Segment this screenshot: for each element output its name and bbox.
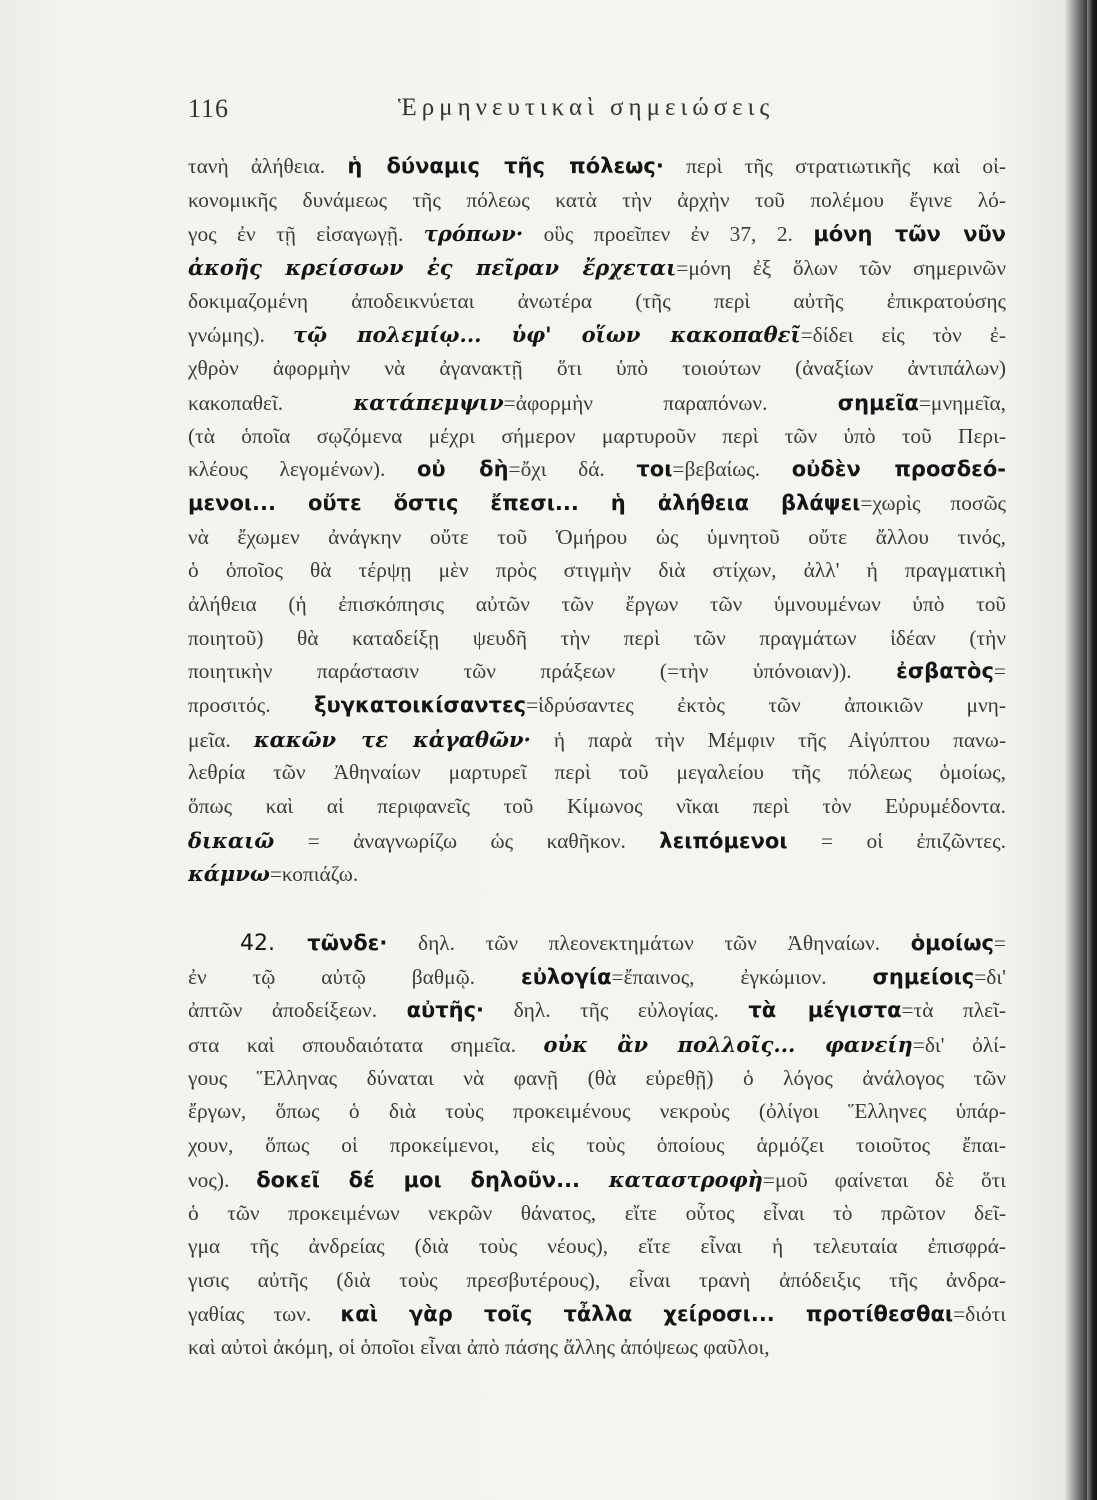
text-line xyxy=(188,756,1006,790)
gloss-text: ὁ ὁποῖος θὰ τέρψῃ μὲν πρὸς στιγμὴν διὰ στίχων, ἀλλ' ἡ πραγματικὴ xyxy=(188,558,1006,583)
text-line xyxy=(188,655,1006,689)
gloss-text: τανὴ ἀλήθεια. xyxy=(188,154,348,178)
gloss-text: γισις αὐτῆς (διὰ τοὺς πρεσβυτέρους), εἶναι τρανὴ ἀπόδειξις τῆς ἀνδρα- xyxy=(188,1267,1006,1292)
gloss-text: ποιητικὴν παράστασιν τῶν πράξεων (=τὴν ὑπόνοιαν)). xyxy=(188,659,897,684)
lemma-bold: μόνη τῶν νῦν xyxy=(813,222,1006,247)
lemma-italic: κακῶν τε κἀγαθῶν· xyxy=(253,726,531,752)
text-line xyxy=(188,1129,1006,1163)
gloss-text: γος ἐν τῇ εἰσαγωγῇ. xyxy=(188,222,424,247)
gloss-text: =κοπιάζω. xyxy=(269,862,359,887)
lemma-italic: τῷ πολεμίῳ... ὑφ' οἵων κακοπαθεῖ xyxy=(292,322,801,348)
gloss-text: ὅπως καὶ αἱ περιφανεῖς τοῦ Κίμωνος νῖκαι περὶ τὸν Εὐρυμέδοντα. xyxy=(188,794,1006,819)
gloss-text: ἡ παρὰ τὴν Μέμφιν τῆς Αἰγύπτου πανω- xyxy=(530,727,1006,752)
text-line xyxy=(188,1230,1006,1264)
gloss-text: =ἀφορμὴν παραπόνων. xyxy=(503,390,838,415)
gloss-text: κακοπαθεῖ. xyxy=(188,390,354,415)
lemma-italic: τρόπων· xyxy=(423,221,524,247)
text-line xyxy=(188,217,1006,251)
text-line xyxy=(188,285,1006,319)
text-line xyxy=(188,622,1006,656)
page-number: 116 xyxy=(188,94,230,123)
gloss-text: =χωρὶς ποσῶς xyxy=(860,490,1006,515)
gloss-text: =τὰ πλεῖ- xyxy=(901,998,1006,1023)
lemma-bold: ἡ δύναμις τῆς πόλεως· xyxy=(347,154,664,178)
page-header xyxy=(188,88,1006,128)
lemma-bold: λειπόμενοι xyxy=(659,828,788,853)
gloss-text: στα καὶ σπουδαιότατα σημεῖα. xyxy=(188,1033,544,1058)
text-line xyxy=(188,723,1006,757)
text-line xyxy=(188,1028,1006,1062)
gloss-text: νὰ ἔχωμεν ἀνάγκην οὔτε τοῦ Ὁμήρου ὡς ὑμνητοῦ οὔτε ἄλλου τινός, xyxy=(188,524,1006,549)
gloss-text: ἐν τῷ αὐτῷ βαθμῷ. xyxy=(188,964,521,989)
text-line xyxy=(188,521,1006,555)
text-line xyxy=(188,824,1006,858)
text-line xyxy=(188,554,1006,588)
lemma-bold: ξυγκατοικίσαντες xyxy=(314,693,527,717)
gloss-text: λεθρία τῶν Ἀθηναίων μαρτυρεῖ περὶ τοῦ μεγαλείου τῆς πόλεως ὁμοίως, xyxy=(188,760,1006,785)
lemma-bold: καὶ γὰρ τοῖς τἆλλα χείροσι... προτίθεσθαι xyxy=(340,1301,954,1326)
commentary-paragraph-42 xyxy=(188,927,1006,1365)
lemma-bold: τοι xyxy=(636,457,673,482)
lemma-bold: τῶνδε· xyxy=(307,931,388,955)
gloss-text: ἔργων, ὅπως ὁ διὰ τοὺς προκειμένους νεκροὺς (ὀλίγοι Ἕλληνες ὑπάρ- xyxy=(188,1099,1006,1124)
text-line xyxy=(188,588,1006,622)
gloss-text: χουν, ὅπως οἱ προκείμενοι, εἰς τοὺς ὁποίους ἁρμόζει τοιοῦτος ἔπαι- xyxy=(188,1133,1006,1158)
text-line xyxy=(188,689,1006,723)
gloss-text: καὶ αὐτοὶ ἀκόμη, οἱ ὁποῖοι εἶναι ἀπὸ πάσης ἄλλης ἀπόψεως φαῦλοι, xyxy=(188,1335,770,1360)
lemma-italic: κάμνω xyxy=(188,861,270,887)
gloss-text: =δι' ὀλί- xyxy=(912,1033,1006,1058)
gloss-text: =διότι xyxy=(953,1301,1006,1326)
gloss-text: =βεβαίως. xyxy=(672,457,792,482)
gloss-text: δηλ. τῆς εὐλογίας. xyxy=(484,998,749,1023)
lemma-italic: κατάπεμψιν xyxy=(353,389,504,415)
lemma-bold: ὁμοίως xyxy=(910,931,994,955)
gloss-text: =μόνη ἐξ ὅλων τῶν σημερινῶν xyxy=(676,256,1006,281)
text-line xyxy=(188,487,1006,521)
gloss-text: κλέους λεγομένων). xyxy=(188,457,417,482)
text-line xyxy=(188,386,1006,420)
text-line xyxy=(188,1298,1006,1332)
lemma-italic: ἀκοῆς κρείσσων ἐς πεῖραν ἔρχεται xyxy=(188,255,677,281)
gloss-text: μεῖα. xyxy=(188,727,254,752)
text-line xyxy=(188,1197,1006,1231)
gloss-text: = xyxy=(993,659,1006,684)
gloss-text: ποιητοῦ) θὰ καταδείξῃ ψευδῆ τὴν περὶ τῶν πραγμάτων ἰδέαν (τὴν xyxy=(188,625,1006,650)
gloss-text: =μνημεῖα, xyxy=(918,390,1006,415)
gloss-text: =δίδει εἰς τὸν ἐ- xyxy=(800,323,1006,348)
gloss-text: γμα τῆς ἀνδρείας (διὰ τοὺς νέους), εἴτε εἶναι ἡ τελευταία ἐπισφρά- xyxy=(188,1234,1006,1259)
lemma-bold: σημεῖα xyxy=(837,390,919,415)
gloss-text: δηλ. τῶν πλεονεκτημάτων τῶν Ἀθηναίων. xyxy=(387,931,911,955)
lemma-bold: μενοι... οὔτε ὅστις ἔπεσι... ἡ ἀλήθεια βλάψει xyxy=(188,490,861,515)
text-line xyxy=(188,1264,1006,1298)
text-line xyxy=(188,184,1006,218)
text-line xyxy=(188,961,1006,995)
gloss-text: = ἀναγνωρίζω ὡς καθῆκον. xyxy=(274,828,660,853)
text-line xyxy=(188,790,1006,824)
gloss-text: =ὄχι δά. xyxy=(508,457,637,482)
gloss-text: (τὰ ὁποῖα σῳζόμενα μέχρι σήμερον μαρτυροῦν περὶ τῶν ὑπὸ τοῦ Περι- xyxy=(188,423,1006,448)
gloss-text: κονομικῆς δυνάμεως τῆς πόλεως κατὰ τὴν ἀρχὴν τοῦ πολέμου ἔγινε λό- xyxy=(188,187,1006,212)
gloss-text: =ἔπαινος, ἐγκώμιον. xyxy=(611,964,873,989)
gloss-text: χθρὸν ἀφορμὴν νὰ ἀγανακτῇ ὅτι ὑπὸ τοιούτων (ἀναξίων ἀντιπάλων) xyxy=(188,356,1006,381)
text-line xyxy=(188,1095,1006,1129)
gloss-text: =ἱδρύσαντες ἐκτὸς τῶν ἀποικιῶν μνη- xyxy=(526,693,1006,717)
gloss-text: =δι' xyxy=(974,964,1006,989)
gloss-text: οὓς προεῖπεν ἐν 37, 2. xyxy=(523,222,814,247)
text-line xyxy=(188,453,1006,487)
lemma-italic: οὐκ ἂν πολλοῖς... φανείη xyxy=(543,1032,913,1058)
text-line xyxy=(188,994,1006,1028)
gloss-text: =μοῦ φαίνεται δὲ ὅτι xyxy=(762,1167,1006,1192)
gloss-text: νος). xyxy=(188,1167,257,1192)
gloss-text: = xyxy=(993,931,1006,955)
text-line xyxy=(188,318,1006,352)
text-line xyxy=(188,352,1006,386)
text-line xyxy=(188,1331,1006,1365)
text-line xyxy=(188,1062,1006,1096)
lemma-bold: τὰ μέγιστα xyxy=(748,998,902,1023)
text-line xyxy=(188,927,1006,961)
gloss-text: ἀπτῶν ἀποδείξεων. xyxy=(188,998,407,1023)
lemma-bold: εὐλογία xyxy=(521,964,612,989)
lemma-italic: καταστροφὴ xyxy=(608,1166,763,1192)
gloss-text: περὶ τῆς στρατιωτικῆς καὶ οἰ- xyxy=(663,154,1006,178)
gloss-text: γνώμης). xyxy=(188,323,293,348)
text-line xyxy=(188,251,1006,285)
lemma-bold: οὐ δὴ xyxy=(416,457,509,482)
gloss-text: ἀλήθεια (ἡ ἐπισκόπησις αὐτῶν τῶν ἔργων τῶν ὑμνουμένων ὑπὸ τοῦ xyxy=(188,591,1006,616)
text-line xyxy=(188,1163,1006,1197)
commentary-paragraph-41 xyxy=(188,150,1006,891)
text-line xyxy=(188,420,1006,454)
section-number: 42. xyxy=(240,931,308,956)
text-line xyxy=(188,150,1006,184)
gloss-text: ὁ τῶν προκειμένων νεκρῶν θάνατος, εἴτε οὗτος εἶναι τὸ πρῶτον δεῖ- xyxy=(188,1200,1006,1225)
lemma-bold: σημείοις xyxy=(872,964,975,989)
lemma-bold: αὐτῆς· xyxy=(406,998,485,1023)
lemma-italic: δικαιῶ xyxy=(188,827,275,853)
text-line xyxy=(188,857,1006,891)
page-edge-shadow xyxy=(1087,0,1097,1500)
gloss-text: = οἱ ἐπιζῶντες. xyxy=(787,828,1006,853)
lemma-bold: οὐδὲν προσδεό- xyxy=(791,457,1006,482)
gloss-text: γαθίας των. xyxy=(188,1301,341,1326)
lemma-bold: δοκεῖ δέ μοι δηλοῦν... xyxy=(256,1167,609,1192)
lemma-bold: ἐσβατὸς xyxy=(896,659,994,684)
gloss-text: γους Ἕλληνας δύναται νὰ φανῇ (θὰ εὑρεθῇ) ὁ λόγος ἀνάλογος τῶν xyxy=(188,1065,1006,1090)
running-title: Ἑρμηνευτικαὶ σημειώσεις xyxy=(398,94,775,121)
gloss-text: δοκιμαζομένη ἀποδεικνύεται ἀνωτέρα (τῆς περὶ αὐτῆς ἐπικρατούσης xyxy=(188,288,1006,313)
gloss-text: προσιτός. xyxy=(188,693,315,717)
